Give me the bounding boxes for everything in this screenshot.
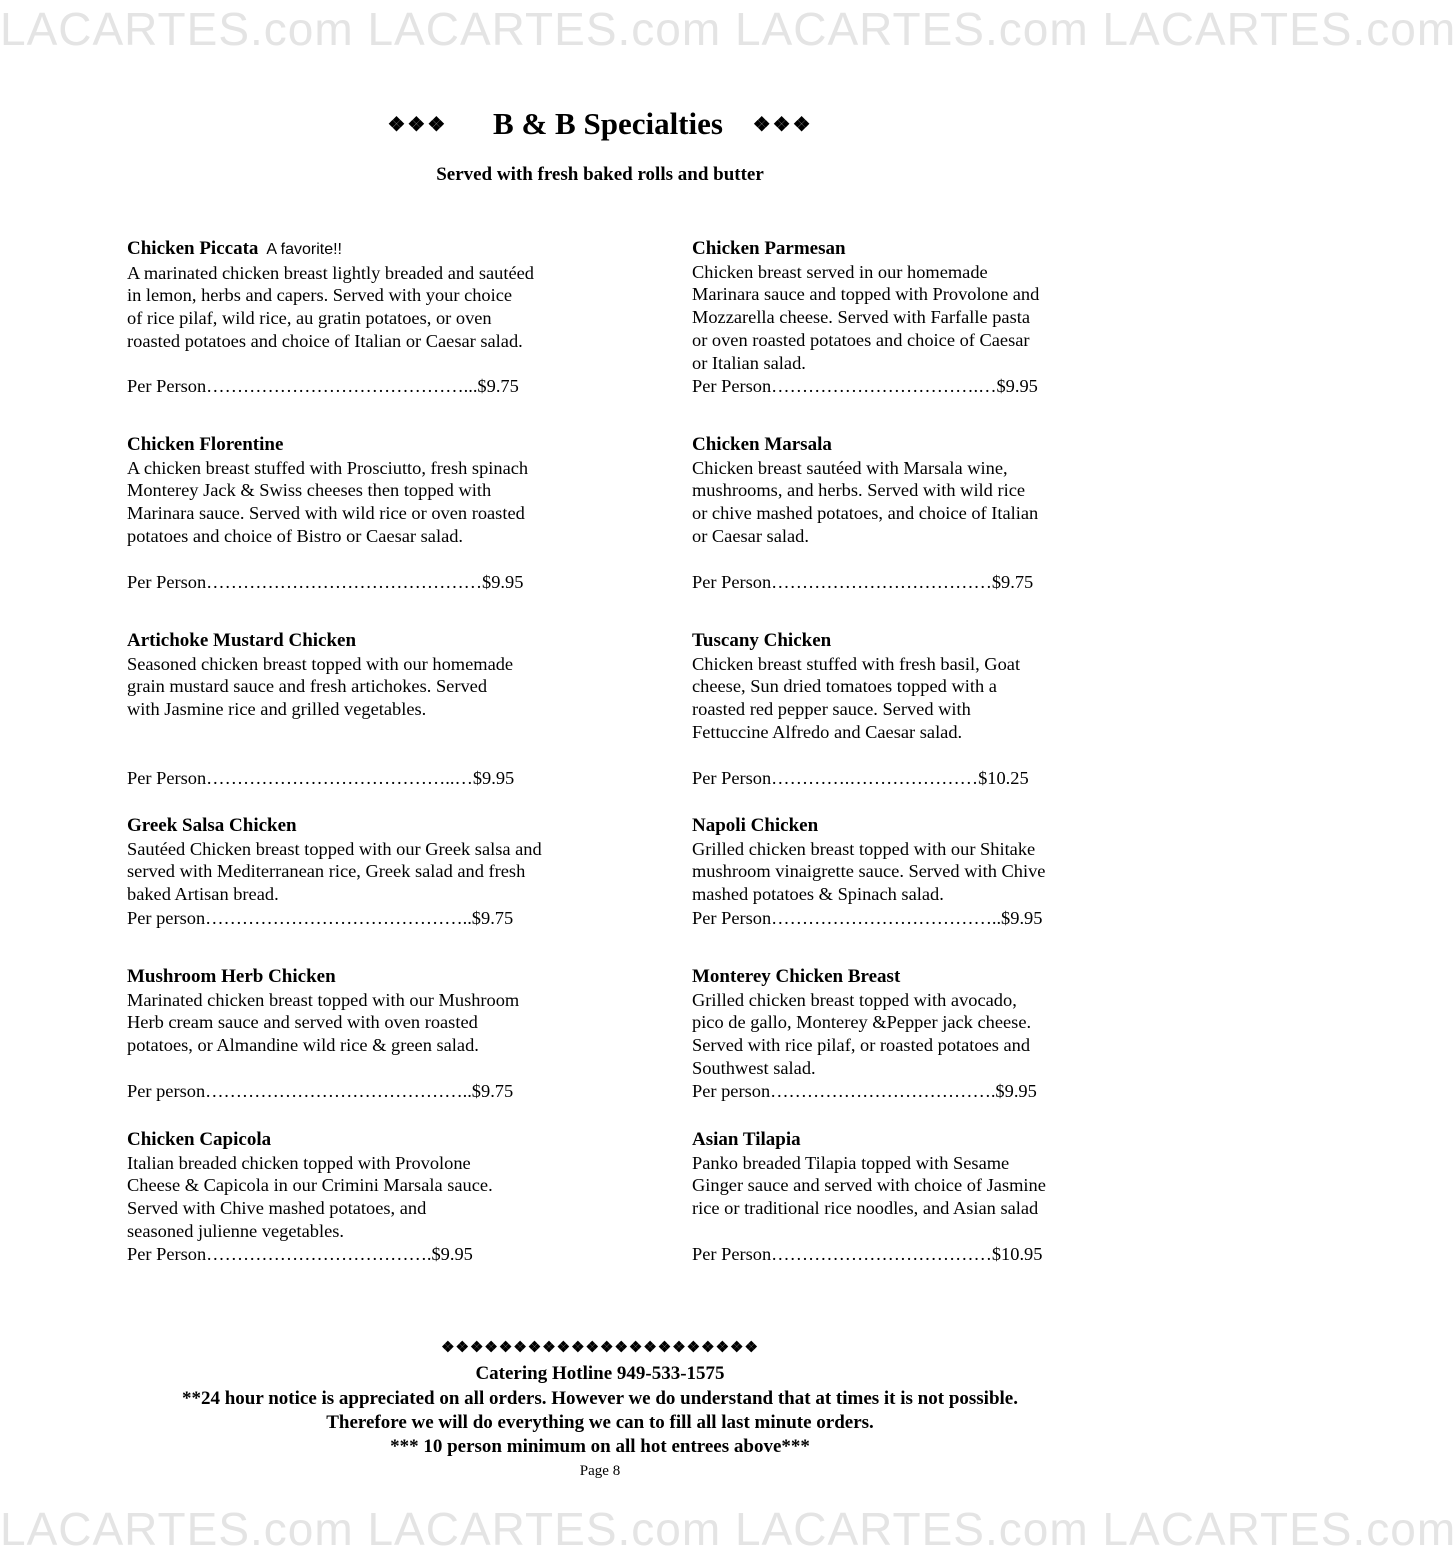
menu-item-price: Per person……………………………………..$9.75 bbox=[127, 908, 514, 928]
menu-item-napoli-chicken bbox=[692, 815, 1112, 928]
menu-item-price: Per person……………………………………..$9.75 bbox=[127, 1081, 514, 1101]
menu-item-artichoke-mustard-chicken bbox=[127, 630, 587, 788]
page-subtitle: Served with fresh baked rolls and butter bbox=[436, 164, 764, 185]
menu-item-description: Chicken breast served in our homemade Marinara sauce and topped with Provolone and Mozzarella cheese. Served with Farfalle pasta or oven roasted potatoes and choice of Caesar or Italian salad. bbox=[692, 261, 1040, 373]
menu-item-chicken-piccata bbox=[127, 238, 587, 396]
menu-item-chicken-florentine bbox=[127, 434, 587, 592]
menu-item-price: Per Person……………………………….$9.95 bbox=[127, 1244, 473, 1264]
notice-line-1: **24 hour notice is appreciated on all orders. However we do understand that at times it is not possible. bbox=[181, 1388, 1018, 1409]
watermark-top: LACARTES.com LACARTES.com LACARTES.com LACARTES.com bbox=[0, 3, 1456, 55]
menu-item-description: Grilled chicken breast topped with avocado, pico de gallo, Monterey &Pepper jack cheese. Served with rice pilaf, or roasted potatoes and Southwest salad. bbox=[692, 989, 1032, 1078]
menu-item-mushroom-herb-chicken bbox=[127, 966, 587, 1101]
menu-item-description: Chicken breast sautéed with Marsala wine, mushrooms, and herbs. Served with wild rice or chive mashed potatoes, and choice of Italian or Caesar salad. bbox=[692, 457, 1039, 546]
menu-item-description: A marinated chicken breast lightly breaded and sautéed in lemon, herbs and capers. Served with your choice of rice pilaf, wild rice, au gratin potatoes, or oven roasted potatoes and choice of Italian or Caesar salad. bbox=[127, 262, 534, 351]
menu-item-description: Grilled chicken breast topped with our Shitake mushroom vinaigrette sauce. Served with Chive mashed potatoes & Spinach salad. bbox=[692, 838, 1046, 905]
menu-item-name: Chicken Capicola bbox=[127, 1129, 272, 1150]
menu-item-price: Per Person………………………………$10.95 bbox=[692, 1244, 1043, 1264]
page-number: Page 8 bbox=[579, 1463, 621, 1479]
menu-item-name: Monterey Chicken Breast bbox=[692, 966, 901, 987]
menu-item-asian-tilapia bbox=[692, 1129, 1112, 1264]
page-title-text: B & B Specialties bbox=[493, 106, 723, 141]
watermark-bottom: LACARTES.com LACARTES.com LACARTES.com LACARTES.com bbox=[0, 1503, 1456, 1555]
menu-item-chicken-capicola bbox=[127, 1129, 587, 1264]
notice-line-3: *** 10 person minimum on all hot entrees above*** bbox=[390, 1436, 810, 1457]
menu-item-name: Chicken Marsala bbox=[692, 434, 832, 455]
menu-item-name bbox=[127, 238, 587, 262]
menu-item-name: Chicken Parmesan bbox=[692, 238, 846, 259]
menu-item-chicken-parmesan bbox=[692, 238, 1112, 396]
menu-item-price: Per Person………………………………………$9.95 bbox=[127, 572, 524, 592]
menu-item-name: Mushroom Herb Chicken bbox=[127, 966, 336, 987]
menu-item-price: Per Person………………………………$9.75 bbox=[692, 572, 1034, 592]
menu-item-chicken-marsala bbox=[692, 434, 1112, 592]
page-title bbox=[0, 104, 1200, 145]
notice-line-2: Therefore we will do everything we can to fill all last minute orders. bbox=[326, 1412, 874, 1433]
menu-item-monterey-chicken-breast bbox=[692, 966, 1112, 1101]
menu-item-description: Panko breaded Tilapia topped with Sesame Ginger sauce and served with choice of Jasmine rice or traditional rice noodles, and Asian salad bbox=[692, 1152, 1046, 1219]
menu-item-price: Per Person……………………………………...$9.75 bbox=[127, 376, 519, 396]
catering-hotline: Catering Hotline 949-533-1575 bbox=[475, 1363, 725, 1384]
menu-item-name: Artichoke Mustard Chicken bbox=[127, 630, 357, 651]
menu-item-description: Seasoned chicken breast topped with our homemade grain mustard sauce and fresh artichokes. Served with Jasmine rice and grilled vegetables. bbox=[127, 653, 514, 720]
menu-item-greek-salsa-chicken bbox=[127, 815, 587, 928]
ornament-left-icon: ❖❖❖ bbox=[387, 114, 448, 136]
menu-item-price: Per Person…………………………………..…$9.95 bbox=[127, 768, 515, 788]
menu-item-description: Sautéed Chicken breast topped with our Greek salsa and served with Mediterranean rice, Greek salad and fresh baked Artisan bread. bbox=[127, 838, 542, 905]
footer-ornament-icon: ❖❖❖❖❖❖❖❖❖❖❖❖❖❖❖❖❖❖❖❖❖❖ bbox=[441, 1340, 759, 1356]
menu-item-name: Greek Salsa Chicken bbox=[127, 815, 297, 836]
menu-item-name-text: Chicken Piccata bbox=[127, 238, 259, 259]
menu-item-description: Italian breaded chicken topped with Provolone Cheese & Capicola in our Crimini Marsala sauce. Served with Chive mashed potatoes, and seasoned julienne vegetables. bbox=[127, 1152, 493, 1241]
menu-item-description: Marinated chicken breast topped with our Mushroom Herb cream sauce and served with oven roasted potatoes, or Almandine wild rice & green salad. bbox=[127, 989, 520, 1056]
menu-item-price: Per person……………………………….$9.95 bbox=[692, 1081, 1037, 1101]
menu-item-name: Asian Tilapia bbox=[692, 1129, 801, 1150]
menu-item-price: Per Person………………………………..$9.95 bbox=[692, 908, 1043, 928]
menu-item-price: Per Person…………………………….…$9.95 bbox=[692, 376, 1038, 396]
menu-item-description: Chicken breast stuffed with fresh basil, Goat cheese, Sun dried tomatoes topped with a roasted red pepper sauce. Served with Fettuccine Alfredo and Caesar salad. bbox=[692, 653, 1021, 742]
menu-item-name: Napoli Chicken bbox=[692, 815, 819, 836]
menu-item-name: Tuscany Chicken bbox=[692, 630, 832, 651]
menu-item-name: Chicken Florentine bbox=[127, 434, 284, 455]
menu-item-tuscany-chicken bbox=[692, 630, 1112, 788]
menu-item-price: Per Person………….…………………$10.25 bbox=[692, 768, 1029, 788]
menu-item-description: A chicken breast stuffed with Prosciutto, fresh spinach Monterey Jack & Swiss cheeses then topped with Marinara sauce. Served with wild rice or oven roasted potatoes and choice of Bistro or Caesar salad. bbox=[127, 457, 529, 546]
ornament-right-icon: ❖❖❖ bbox=[752, 114, 813, 136]
menu-item-note: A favorite!! bbox=[266, 241, 342, 258]
